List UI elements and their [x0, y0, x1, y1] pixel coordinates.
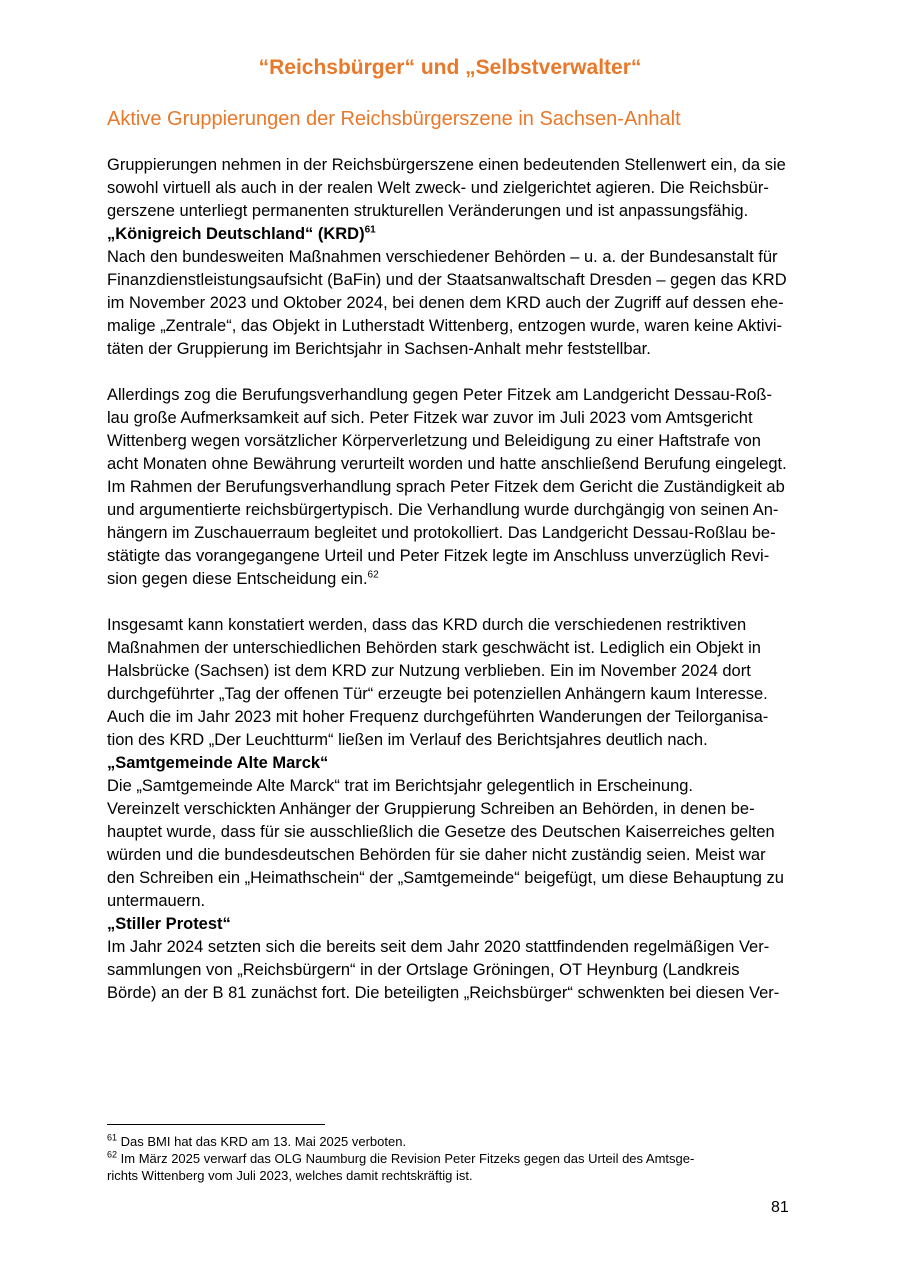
protest-paragraph: Im Jahr 2024 setzten sich die bereits seit dem Jahr 2020 stattfindenden regelmäßigen Ver- sammlungen von „Reichsbürgern“ in der Ortslage Gröningen, OT Heynburg (Landkreis Börde) an der B 81 zunächst fort. Die beteiligten „Reichsbürger“ schwenkten bei diesen Ver- [107, 938, 780, 1002]
footnote-divider [107, 1124, 325, 1125]
page-number: 81 [771, 1199, 789, 1216]
intro-paragraph: Gruppierungen nehmen in der Reichsbürgerszene einen bedeutenden Stellenwert ein, da sie sowohl virtuell als auch in der realen Welt zweck- und zielgerichtet agieren. Die Reichsbür- gerszene unterliegt permanenten strukturellen Veränderungen und ist anpassungsfähig. [107, 156, 786, 220]
document-body [107, 154, 807, 1005]
krd-heading: „Königreich Deutschland“ (KRD)$^{61}$ [107, 224, 376, 243]
protest-heading: „Stiller Protest“ [107, 915, 231, 933]
section-subtitle: Aktive Gruppierungen der Reichsbürgerszene in Sachsen-Anhalt [107, 108, 681, 130]
footnote-62: $^{62}$ Im März 2025 verwarf das OLG Naumburg die Revision Peter Fitzeks gegen das Urteil des Amtsge- richts Wittenberg vom Juli 2023, welches damit rechtskräftig ist. [107, 1149, 695, 1183]
krd-paragraph-3: Insgesamt kann konstatiert werden, dass das KRD durch die verschiedenen restriktiven Maßnahmen der unterschiedlichen Behörden stark geschwächt ist. Lediglich ein Objekt in Halsbrücke (Sachsen) ist dem KRD zur Nutzung verblieben. Ein im November 2024 dort durchgeführter „Tag der offenen Tür“ erzeugte bei potenziellen Anhängern kaum Interesse. Auch die im Jahr 2023 mit hoher Frequenz durchgeführten Wanderungen der Teilorganisa- tion des KRD „Der Leuchtturm“ ließen im Verlauf des Berichtsjahres deutlich nach. [107, 616, 769, 749]
krd-paragraph-2: Allerdings zog die Berufungsverhandlung gegen Peter Fitzek am Landgericht Dessau-Roß- lau große Aufmerksamkeit auf sich. Peter Fitzek war zuvor im Juli 2023 vom Amtsgericht Wittenberg wegen vorsätzlicher Körperverletzung und Beleidigung zu einer Haftstrafe von acht Monaten ohne Bewährung verurteilt worden und hatte anschließend Berufung eingelegt. Im Rahmen der Berufungsverhandlung sprach Peter Fitzek dem Gericht die Zuständigkeit ab und argumentierte reichsbürgertypisch. Die Verhandlung wurde durchgängig von seinen An- hängern im Zuschauerraum begleitet und protokolliert. Das Landgericht Dessau-Roßlau be- stätigte das vorangegangene Urteil und Peter Fitzek legte im Anschluss unverzüglich Revi- sion gegen diese Entscheidung ein.$^{62}$ [107, 386, 787, 588]
page-title: “Reichsbürger“ und „Selbstverwalter“ [258, 56, 642, 79]
footnote-ref-61: 61 [364, 224, 376, 236]
krd-paragraph-1: Nach den bundesweiten Maßnahmen verschiedener Behörden – u. a. der Bundesanstalt für Finanzdienstleistungsaufsicht (BaFin) und der Staatsanwaltschaft Dresden – gegen das KRD im November 2023 und Oktober 2024, bei denen dem KRD auch der Zugriff auf dessen ehe- malige „Zentrale“, das Objekt in Lutherstadt Wittenberg, entzogen wurde, waren keine Aktivi- täten der Gruppierung im Berichtsjahr in Sachsen-Anhalt mehr feststellbar. [107, 248, 787, 358]
footnote-ref-62: 62 [367, 569, 379, 581]
footnote-61: $^{61}$ Das BMI hat das KRD am 13. Mai 2025 verboten. [107, 1132, 407, 1149]
footnotes [107, 1133, 807, 1184]
samtgemeinde-paragraph: Die „Samtgemeinde Alte Marck“ trat im Berichtsjahr gelegentlich in Erscheinung. Vereinzelt verschickten Anhänger der Gruppierung Schreiben an Behörden, in denen be- hauptet wurde, dass für sie ausschließlich die Gesetze des Deutschen Kaiserreiches gelten würden und die bundesdeutschen Behörden für sie daher nicht zuständig seien. Meist war den Schreiben ein „Heimathschein“ der „Samtgemeinde“ beigefügt, um diese Behauptung zu untermauern. [107, 777, 784, 910]
samtgemeinde-heading: „Samtgemeinde Alte Marck“ [107, 754, 329, 772]
